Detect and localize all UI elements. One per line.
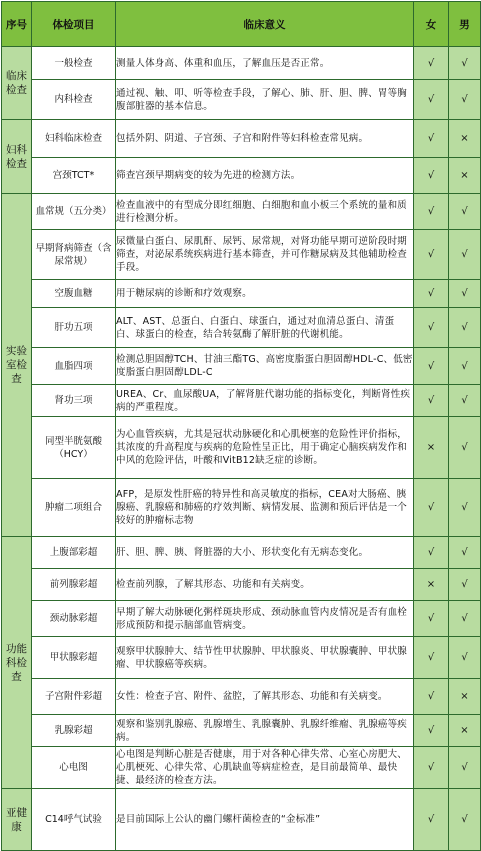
item-description: ALT、AST、总蛋白、白蛋白、球蛋白，通过对血清总蛋白、清蛋白、球蛋白的检查，结合转氨酶了解肝脏的代谢机能。	[116, 308, 414, 348]
item-name: C14呼气试验	[32, 789, 116, 851]
item-description: AFP，是原发性肝癌的特异性和高灵敏度的指标，CEA对大肠癌、胰腺癌、乳腺癌和肺癌的疗效判断、病情发展、监测和预后评估是一个较好的肿瘤标志物	[116, 479, 414, 537]
female-mark: √	[414, 537, 449, 569]
male-mark: √	[449, 348, 481, 385]
male-mark: √	[449, 194, 481, 230]
item-name: 早期肾病筛查（含尿常规）	[32, 230, 116, 280]
item-description: 检查前列腺，了解其形态、功能和有关病变。	[116, 569, 414, 601]
item-description: 观察甲状腺肿大、结节性甲状腺肿、甲状腺炎、甲状腺囊肿、甲状腺瘤、甲状腺癌等疾病。	[116, 637, 414, 679]
table-row	[2, 601, 481, 637]
item-name: 宫颈TCT*	[32, 158, 116, 194]
male-mark: √	[449, 537, 481, 569]
female-mark: √	[414, 679, 449, 715]
male-mark: ×	[449, 715, 481, 747]
table-row	[2, 537, 481, 569]
female-mark: √	[414, 47, 449, 80]
item-name: 一般检查	[32, 47, 116, 80]
table-row	[2, 280, 481, 308]
male-mark: ×	[449, 120, 481, 158]
header-male: 男	[449, 2, 481, 47]
item-description: 筛查宫颈早期病变的较为先进的检测方法。	[116, 158, 414, 194]
table-row	[2, 47, 481, 80]
item-description: 为心血管疾病，尤其是冠状动脉硬化和心肌梗塞的危险性评价指标，其浓度的升高程度与疾病的危险性呈正比，用于确定心脑疾病发作和中风的危险评估，叶酸和VitB12缺乏症的诊断。	[116, 417, 414, 479]
item-name: 子宫附件彩超	[32, 679, 116, 715]
male-mark: √	[449, 601, 481, 637]
male-mark: ×	[449, 158, 481, 194]
female-mark: √	[414, 601, 449, 637]
item-description: 通过视、触、叩、听等检查手段，了解心、肺、肝、胆、脾、胃等胸腹部脏器的基本信息。	[116, 80, 414, 120]
female-mark: ×	[414, 569, 449, 601]
female-mark: √	[414, 308, 449, 348]
header-meaning: 临床意义	[116, 2, 414, 47]
table-row	[2, 417, 481, 479]
exam-table	[1, 1, 481, 851]
item-name: 前列腺彩超	[32, 569, 116, 601]
table-row	[2, 679, 481, 715]
category-functional: 功能科检查	[2, 537, 32, 789]
item-description: 心电图是判断心脏是否健康，用于对各种心律失常、心室心房肥大、心肌梗死、心律失常、心肌缺血等病症检查，是目前最简单、最快捷、最经济的检查方法。	[116, 747, 414, 789]
table-row	[2, 194, 481, 230]
table-row	[2, 637, 481, 679]
table-row	[2, 348, 481, 385]
category-laboratory: 实验室检查	[2, 194, 32, 537]
male-mark: ×	[449, 679, 481, 715]
category-gynecology: 妇科检查	[2, 120, 32, 194]
item-description: 测量人体身高、体重和血压，了解血压是否正常。	[116, 47, 414, 80]
male-mark: √	[449, 80, 481, 120]
item-name: 内科检查	[32, 80, 116, 120]
item-description: 包括外阴、阴道、子宫颈、子宫和附件等妇科检查常见病。	[116, 120, 414, 158]
item-name: 肿瘤二项组合	[32, 479, 116, 537]
female-mark: √	[414, 120, 449, 158]
item-description: 早期了解大动脉硬化粥样斑块形成、颈动脉血管内皮情况是否有血栓形成预防和提示脑部血管病变。	[116, 601, 414, 637]
item-name: 妇科临床检查	[32, 120, 116, 158]
header-seq: 序号	[2, 2, 32, 47]
header-item: 体检项目	[32, 2, 116, 47]
male-mark: √	[449, 479, 481, 537]
item-name: 肝功五项	[32, 308, 116, 348]
item-name: 甲状腺彩超	[32, 637, 116, 679]
table-row	[2, 120, 481, 158]
female-mark: √	[414, 158, 449, 194]
table-row	[2, 715, 481, 747]
item-description: 用于糖尿病的诊断和疗效观察。	[116, 280, 414, 308]
header-row	[2, 2, 481, 47]
category-sub-health: 亚健康	[2, 789, 32, 851]
table-row	[2, 789, 481, 851]
item-description: 女性：检查子宫、附件、盆腔，了解其形态、功能和有关病变。	[116, 679, 414, 715]
female-mark: √	[414, 637, 449, 679]
table-row	[2, 308, 481, 348]
table-row	[2, 230, 481, 280]
male-mark: √	[449, 47, 481, 80]
female-mark: √	[414, 348, 449, 385]
male-mark: √	[449, 789, 481, 851]
item-name: 上腹部彩超	[32, 537, 116, 569]
male-mark: √	[449, 637, 481, 679]
item-description: 检测总胆固醇TCH、甘油三酯TG、高密度脂蛋白胆固醇HDL-C、低密度脂蛋白胆固醇LDL-C	[116, 348, 414, 385]
female-mark: √	[414, 789, 449, 851]
table-row	[2, 385, 481, 417]
female-mark: √	[414, 230, 449, 280]
female-mark: √	[414, 715, 449, 747]
male-mark: √	[449, 308, 481, 348]
item-name: 肾功三项	[32, 385, 116, 417]
female-mark: √	[414, 385, 449, 417]
item-description: 是目前国际上公认的幽门螺杆菌检查的“金标准”	[116, 789, 414, 851]
female-mark: √	[414, 80, 449, 120]
item-name: 血脂四项	[32, 348, 116, 385]
male-mark: √	[449, 417, 481, 479]
item-name: 心电图	[32, 747, 116, 789]
item-name: 空腹血糖	[32, 280, 116, 308]
table-row	[2, 80, 481, 120]
item-description: 观察和鉴别乳腺癌、乳腺增生、乳腺囊肿、乳腺纤维瘤、乳腺癌等疾病。	[116, 715, 414, 747]
male-mark: √	[449, 385, 481, 417]
item-name: 同型半胱氨酸（HCY）	[32, 417, 116, 479]
male-mark: √	[449, 569, 481, 601]
category-clinical: 临床检查	[2, 47, 32, 120]
item-description: 肝、胆、脾、胰、肾脏器的大小、形状变化有无病态变化。	[116, 537, 414, 569]
table-row	[2, 158, 481, 194]
item-description: UREA、Cr、血尿酸UA，了解肾脏代谢功能的指标变化，判断肾性疾病的严重程度。	[116, 385, 414, 417]
item-name: 颈动脉彩超	[32, 601, 116, 637]
item-description: 检查血液中的有型成分即红细胞、白细胞和血小板三个系统的量和质进行检测分析。	[116, 194, 414, 230]
female-mark: √	[414, 479, 449, 537]
item-name: 血常规（五分类）	[32, 194, 116, 230]
table-row	[2, 569, 481, 601]
male-mark: √	[449, 747, 481, 789]
table-row	[2, 747, 481, 789]
female-mark: √	[414, 747, 449, 789]
male-mark: √	[449, 230, 481, 280]
female-mark: √	[414, 280, 449, 308]
header-female: 女	[414, 2, 449, 47]
male-mark: √	[449, 280, 481, 308]
item-description: 尿微量白蛋白、尿肌酐、尿钙、尿常规，对肾功能早期可逆阶段时期筛查，对泌尿系统疾病进行基本筛查，并可作糖尿病及其他辅助检查手段。	[116, 230, 414, 280]
table-row	[2, 479, 481, 537]
female-mark: √	[414, 194, 449, 230]
item-name: 乳腺彩超	[32, 715, 116, 747]
female-mark: ×	[414, 417, 449, 479]
